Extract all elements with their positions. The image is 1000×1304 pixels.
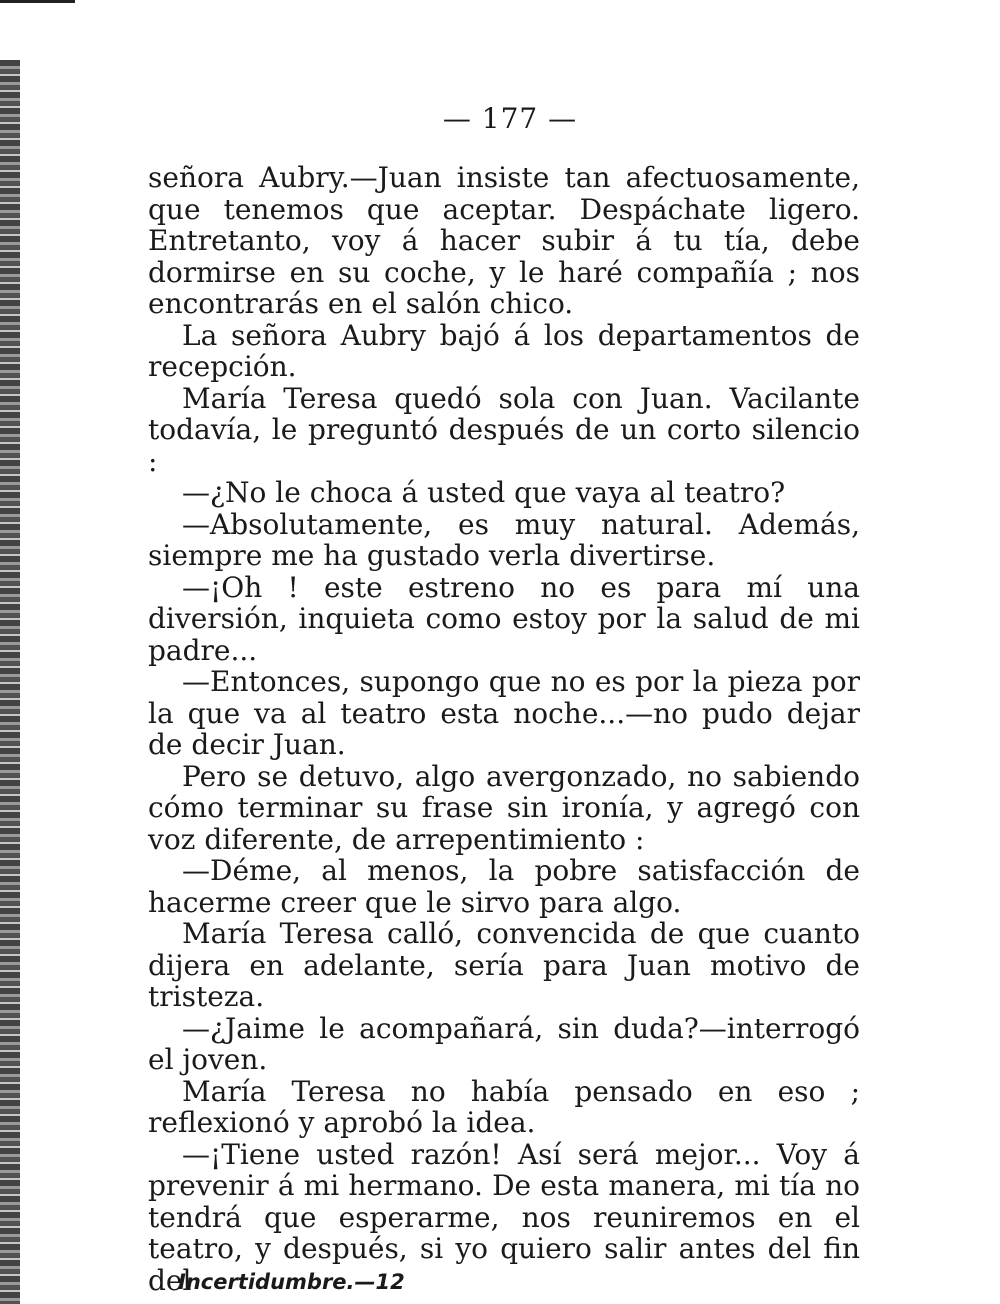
paragraph: —Déme, al menos, la pobre satisfacción de hacerme creer que le sirvo para algo.	[148, 854, 860, 919]
paragraph: Pero se detuvo, algo avergonzado, no sabiendo cómo terminar su frase sin ironía, y agregó con voz diferente, de arrepentimiento :	[148, 759, 860, 856]
paragraph: —Entonces, supongo que no es por la pieza por la que va al teatro esta noche...—no pudo dejar de decir Juan.	[148, 665, 860, 761]
page-number: — 177 —	[442, 102, 578, 135]
paragraph: María Teresa calló, convencida de que cuanto dijera en adelante, sería para Juan motivo de tristeza.	[148, 917, 860, 1013]
paragraph: —¡Tiene usted razón! Así será mejor... Voy á prevenir á mi hermano. De esta manera, mi tía no tendrá que esperarme, nos reuniremos en el teatro, y después, si yo quiero salir antes del fin del	[148, 1137, 860, 1297]
paragraph: —¡Oh ! este estreno no es para mí una diversión, inquieta como estoy por la salud de mi padre...	[148, 570, 860, 667]
paragraph: La señora Aubry bajó á los departamentos de recepción.	[148, 318, 860, 383]
paragraph: —¿Jaime le acompañará, sin duda?—interrogó el joven.	[148, 1011, 860, 1076]
paragraph: María Teresa quedó sola con Juan. Vacilante todavía, le preguntó después de un corto silencio :	[148, 381, 860, 478]
paragraph: señora Aubry.—Juan insiste tan afectuosamente, que tenemos que aceptar. Despáchate ligero. Entretanto, voy á hacer subir á tu tía, debe dormirse en su coche, y le haré compañía ; nos encontrarás en el salón chico.	[148, 161, 860, 320]
binding-edge	[0, 60, 20, 1304]
paragraph: —¿No le choca á usted que vaya al teatro?	[182, 476, 786, 509]
body-text	[148, 162, 860, 1296]
signature-footer: Incertidumbre.—12	[178, 1270, 405, 1294]
paragraph: —Absolutamente, es muy natural. Además, siempre me ha gustado verla divertirse.	[148, 507, 860, 572]
corner-mark	[0, 0, 75, 13]
paragraph: María Teresa no había pensado en eso ; reflexionó y aprobó la idea.	[148, 1074, 860, 1139]
